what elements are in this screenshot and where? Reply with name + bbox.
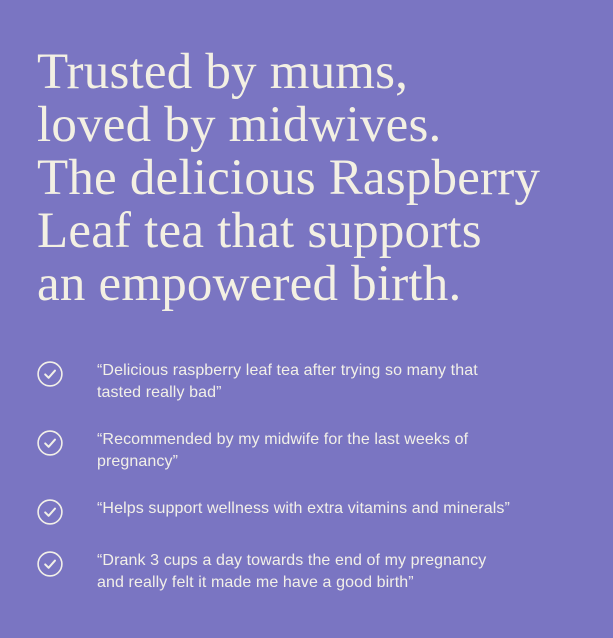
check-circle-icon [37,498,97,525]
testimonial-item [37,498,583,525]
testimonial-quote [97,550,486,594]
check-circle-icon [37,429,97,456]
quote-line: tasted really bad” [97,384,222,401]
testimonial-item [37,550,583,594]
headline-line-5: an empowered birth. [37,256,462,312]
testimonial-quote [97,360,478,404]
quote-line: pregnancy” [97,453,179,470]
quote-line: “Recommended by my midwife for the last weeks of [97,431,469,448]
headline-line-4: Leaf tea that supports [37,203,482,259]
testimonial-quote [97,498,510,520]
headline-line-2: loved by midwives. [37,97,442,153]
quote-line: “Helps support wellness with extra vitamins and minerals” [97,500,510,517]
check-circle-icon [37,360,97,387]
page-title [37,46,583,311]
testimonial-item [37,360,583,404]
check-circle-icon [37,550,97,577]
quote-line: “Drank 3 cups a day towards the end of my pregnancy [97,552,487,569]
headline-line-1: Trusted by mums, [37,44,409,100]
quote-line: “Delicious raspberry leaf tea after trying so many that [97,362,478,379]
testimonial-list [37,360,583,594]
testimonial-quote [97,429,468,473]
quote-line: and really felt it made me have a good birth” [97,574,414,591]
testimonial-item [37,429,583,473]
headline-line-3: The delicious Raspberry [37,150,541,206]
